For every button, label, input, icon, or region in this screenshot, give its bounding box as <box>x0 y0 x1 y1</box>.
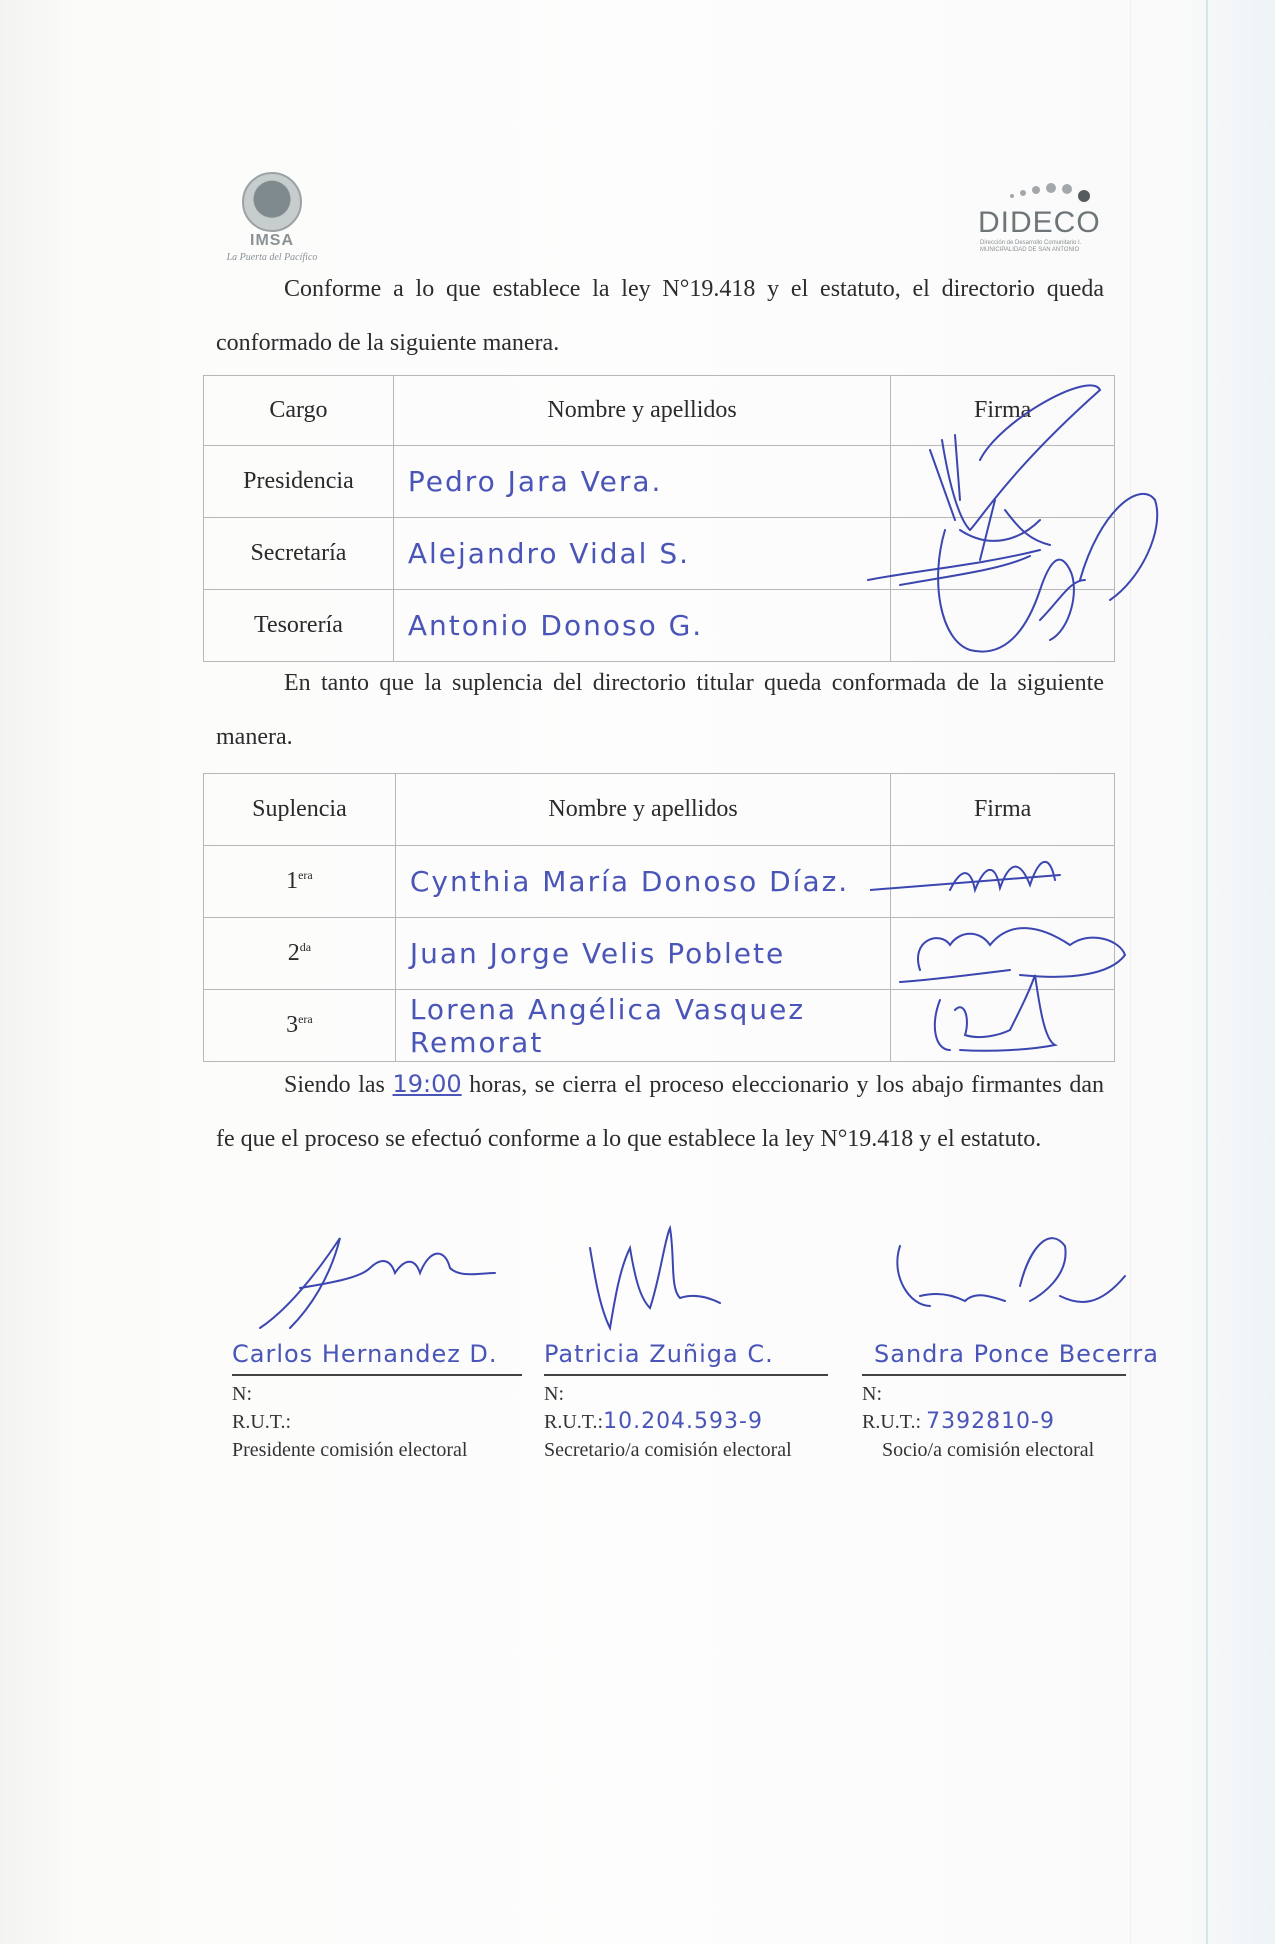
suplencia-num-cell: $1^{era}$ <box>204 846 396 918</box>
signer-rut-row <box>544 1408 828 1436</box>
signer-rut-value: 10.204.593-9 <box>603 1409 763 1434</box>
nombre-cell: Pedro Jara Vera. <box>393 446 890 518</box>
header-nombre: Nombre y apellidos <box>395 774 890 846</box>
table-header-row <box>204 774 1115 846</box>
signer-rut-label: R.U.T.: <box>544 1411 604 1433</box>
signer-role: Secretario/a comisión electoral <box>544 1439 792 1461</box>
cargo-cell: Secretaría <box>204 518 394 590</box>
signer-rut-label: R.U.T.: <box>232 1411 292 1433</box>
closing-suffix: horas, se cierra el proceso eleccionario y los abajo firmantes dan fe que el proceso se efectuó conforme a lo que establece la ley N°19.418 y el estatuto. <box>216 1072 1105 1152</box>
signer-rut-label: R.U.T.: <box>862 1411 922 1433</box>
nombre-cell: Alejandro Vidal S. <box>393 518 890 590</box>
signer-secretario <box>544 1340 828 1464</box>
signature-suplencia-2 <box>900 928 1125 982</box>
nombre-cell: Juan Jorge Velis Poblete <box>395 918 890 990</box>
directorio-signatures <box>860 380 1180 680</box>
signer-socio <box>862 1340 1159 1464</box>
signature-suplencia-3 <box>935 975 1055 1051</box>
imsa-logo-tagline: La Puerta del Pacífico <box>226 252 318 263</box>
suplencia-intro-text: En tanto que la suplencia del directorio titular queda conformada de la siguiente manera. <box>216 670 1104 750</box>
header-firma: Firma <box>891 774 1115 846</box>
signer-rut-value: 7392810-9 <box>926 1409 1055 1434</box>
header-cargo: Cargo <box>204 376 394 446</box>
imsa-logo-name: IMSA <box>250 232 294 249</box>
suplencia-paragraph <box>216 656 1104 764</box>
cargo-cell: Presidencia <box>204 446 394 518</box>
cargo-cell: Tesorería <box>204 590 394 662</box>
closing-time: 19:00 <box>392 1070 462 1098</box>
signer-role: Socio/a comisión electoral <box>882 1439 1095 1461</box>
intro-text: Conforme a lo que establece la ley N°19.418 y el estatuto, el directorio queda conformado de la siguiente manera. <box>216 276 1104 356</box>
dideco-dots-icon <box>1010 180 1090 204</box>
suplencia-num-cell: $2^{da}$ <box>204 918 396 990</box>
signature-line <box>232 1374 522 1376</box>
signature-suplencia-1 <box>870 862 1060 890</box>
signer-n-label: N: <box>232 1383 252 1405</box>
dideco-logo-name: DIDECO <box>978 206 1101 239</box>
signature-line <box>862 1374 1126 1376</box>
signer-n-label: N: <box>862 1383 882 1405</box>
signer-presidente <box>232 1340 522 1464</box>
imsa-logo <box>212 172 332 268</box>
signer-name: Carlos Hernandez D. <box>232 1340 498 1368</box>
signature-presidencia <box>930 385 1100 540</box>
signature-socio <box>880 1226 1130 1346</box>
signer-role: Presidente comisión electoral <box>232 1439 468 1461</box>
signature-line <box>544 1374 828 1376</box>
scan-edge-line <box>1206 0 1208 1944</box>
signer-rut-row <box>232 1408 522 1436</box>
imsa-seal-icon <box>242 172 302 232</box>
signature-presidente <box>230 1228 530 1348</box>
signer-name: Patricia Zuñiga C. <box>544 1340 774 1368</box>
nombre-cell: Cynthia María Donoso Díaz. <box>395 846 890 918</box>
signer-rut-row <box>862 1408 1152 1436</box>
header-firma: Firma <box>891 376 1115 446</box>
header-suplencia: Suplencia <box>204 774 396 846</box>
signer-name: Sandra Ponce Becerra <box>874 1340 1159 1368</box>
suplencia-signatures <box>870 850 1140 1060</box>
closing-paragraph <box>216 1057 1104 1166</box>
closing-prefix: Siendo las <box>284 1072 385 1098</box>
dideco-logo <box>970 180 1100 260</box>
nombre-cell: Antonio Donoso G. <box>393 590 890 662</box>
nombre-cell: Lorena Angélica Vasquez Remorat <box>395 990 890 1062</box>
intro-paragraph <box>216 262 1104 370</box>
signature-secretario <box>540 1218 760 1348</box>
signature-secretaria <box>868 550 1040 585</box>
header-nombre: Nombre y apellidos <box>393 376 890 446</box>
dideco-logo-subtitle: Dirección de Desarrollo Comunitario I. MUNICIPALIDAD DE SAN ANTONIO <box>980 240 1082 253</box>
signer-n-label: N: <box>544 1383 564 1405</box>
suplencia-num-cell: $3^{era}$ <box>204 990 396 1062</box>
